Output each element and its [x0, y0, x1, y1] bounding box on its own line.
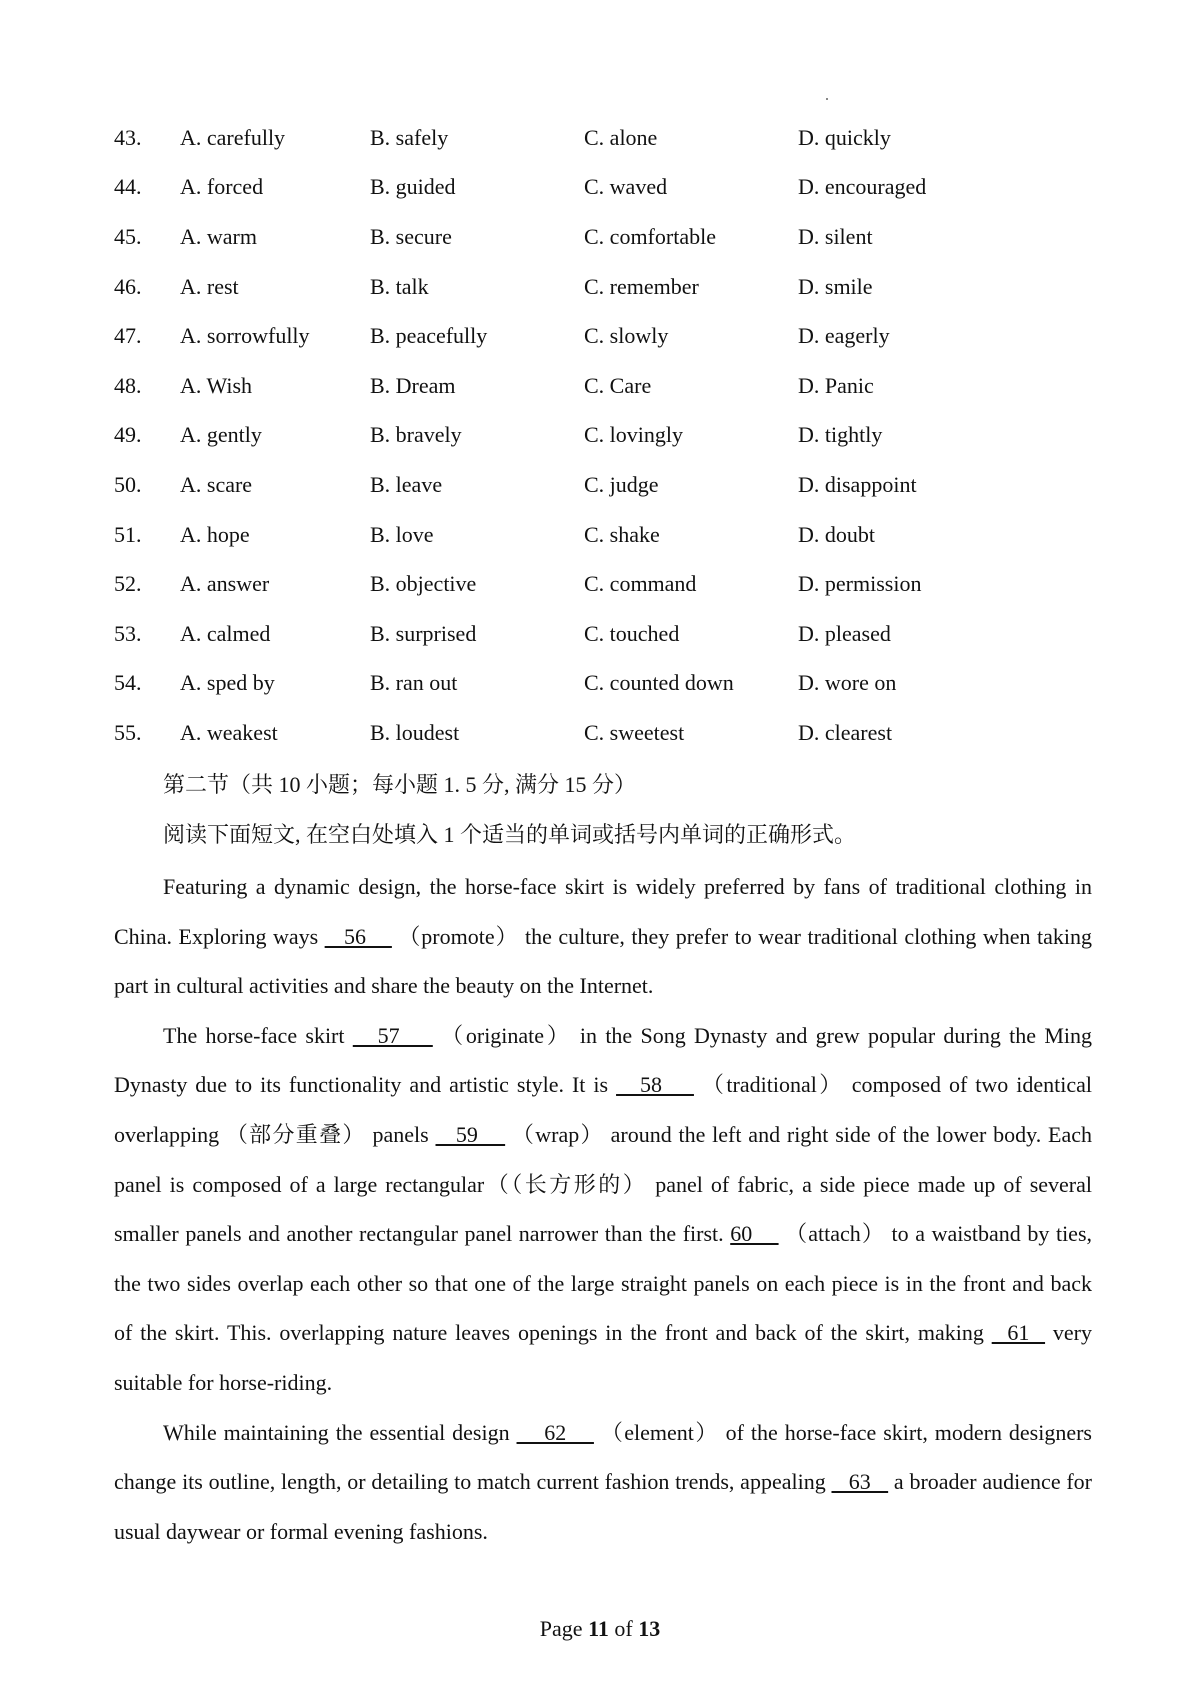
- answer-blank: 63: [831, 1469, 889, 1495]
- option-row: [114, 559, 1114, 609]
- option-c: C. counted down: [584, 670, 734, 696]
- option-b: B. objective: [370, 571, 477, 597]
- option-c: C. Care: [584, 372, 652, 398]
- option-d: D. silent: [798, 223, 873, 249]
- passage-paragraph: [114, 1011, 1092, 1408]
- option-a: A. rest: [180, 273, 239, 299]
- option-b: B. ran out: [370, 670, 458, 696]
- question-number: 43.: [114, 124, 142, 150]
- option-c: C. comfortable: [584, 223, 716, 249]
- option-row: [114, 262, 1114, 312]
- answer-blank: 59: [435, 1121, 506, 1147]
- option-b: B. Dream: [370, 372, 456, 398]
- option-d: D. quickly: [798, 124, 891, 150]
- passage-text: very suitable for horse-riding.: [114, 1320, 1092, 1395]
- option-d: D. eagerly: [798, 323, 890, 349]
- option-d: D. smile: [798, 273, 873, 299]
- option-row: [114, 460, 1114, 510]
- page-footer: [0, 1616, 1200, 1642]
- option-d: D. Panic: [798, 372, 874, 398]
- footer-middle: of: [608, 1616, 639, 1641]
- option-a: A. scare: [180, 471, 253, 497]
- option-c: C. sweetest: [584, 719, 685, 745]
- option-row: [114, 411, 1114, 461]
- option-a: A. sped by: [180, 670, 275, 696]
- reading-passage: [114, 862, 1092, 1556]
- option-row: [114, 609, 1114, 659]
- option-d: D. disappoint: [798, 471, 917, 497]
- option-d: D. wore on: [798, 670, 897, 696]
- passage-text: （wrap） around the left and right side of the lower body. Each panel is composed of a large rectangular（（长方形的） panel of fabric, a side piece made up of several smaller panels and another rectangular panel narrower than the first.: [114, 1121, 1092, 1247]
- option-c: C. alone: [584, 124, 658, 150]
- option-a: A. answer: [180, 571, 270, 597]
- option-c: C. waved: [584, 174, 668, 200]
- option-d: D. doubt: [798, 521, 875, 547]
- passage-text: （attach） to a waistband by ties, the two sides overlap each other so that one of the large straight panels on each piece is in the front and back of the skirt. This. overlapping nature leaves openings in the front and back of the skirt, making: [114, 1221, 1093, 1346]
- option-b: B. loudest: [370, 719, 460, 745]
- question-number: 52.: [114, 571, 142, 597]
- passage-text: （element） of the horse-face skirt, modern designers change its outline, length, or detailing to match current fashion trends, appealing: [114, 1419, 1092, 1495]
- option-row: [114, 113, 1114, 163]
- option-c: C. remember: [584, 273, 699, 299]
- total-page-count: 13: [638, 1616, 661, 1641]
- passage-text: The horse-face skirt: [163, 1022, 353, 1048]
- instruction-text: 阅读下面短文, 在空白处填入 1 个适当的单词或括号内单词的正确形式。: [163, 822, 857, 847]
- passage-text: （originate） in the Song Dynasty and grew popular during the Ming Dynasty due to its functionality and artistic style. It is: [114, 1022, 1092, 1098]
- answer-blank: 58: [616, 1072, 694, 1098]
- passage-text: While maintaining the essential design: [163, 1419, 517, 1445]
- option-c: C. lovingly: [584, 422, 684, 448]
- answer-options-table: [114, 113, 1114, 758]
- section-title: 第二节（共 10 小题；每小题 1. 5 分, 满分 15 分）: [163, 772, 637, 797]
- stray-mark: [826, 98, 828, 100]
- question-number: 47.: [114, 323, 142, 349]
- option-a: A. Wish: [180, 372, 253, 398]
- option-b: B. leave: [370, 471, 443, 497]
- question-number: 50.: [114, 471, 142, 497]
- answer-blank: 62: [516, 1419, 594, 1445]
- option-b: B. talk: [370, 273, 429, 299]
- question-number: 46.: [114, 273, 142, 299]
- option-a: A. carefully: [180, 124, 286, 150]
- option-b: B. safely: [370, 124, 449, 150]
- option-a: A. gently: [180, 422, 262, 448]
- option-b: B. love: [370, 521, 434, 547]
- option-c: C. judge: [584, 471, 659, 497]
- option-a: A. forced: [180, 174, 264, 200]
- option-row: [114, 163, 1114, 213]
- option-d: D. encouraged: [798, 174, 927, 200]
- option-c: C. slowly: [584, 323, 669, 349]
- answer-blank: 60: [730, 1221, 779, 1247]
- question-number: 53.: [114, 620, 142, 646]
- option-a: A. hope: [180, 521, 250, 547]
- option-c: C. command: [584, 571, 697, 597]
- option-row: [114, 311, 1114, 361]
- option-c: C. touched: [584, 620, 680, 646]
- passage-paragraph: [114, 862, 1092, 1011]
- current-page-number: 11: [588, 1616, 609, 1641]
- question-number: 54.: [114, 670, 142, 696]
- option-row: [114, 212, 1114, 262]
- option-c: C. shake: [584, 521, 660, 547]
- answer-blank: 61: [991, 1320, 1046, 1346]
- option-b: B. bravely: [370, 422, 462, 448]
- option-a: A. warm: [180, 223, 257, 249]
- option-b: B. surprised: [370, 620, 477, 646]
- option-row: [114, 659, 1114, 709]
- answer-blank: 57: [352, 1022, 433, 1048]
- passage-paragraph: [114, 1408, 1092, 1557]
- question-number: 49.: [114, 422, 142, 448]
- option-b: B. guided: [370, 174, 456, 200]
- option-a: A. weakest: [180, 719, 278, 745]
- option-d: D. tightly: [798, 422, 883, 448]
- question-number: 44.: [114, 174, 142, 200]
- passage-text: Featuring a dynamic design, the horse-face skirt is widely preferred by fans of traditional clothing in China. Exploring ways: [114, 874, 1092, 949]
- passage-text: a broader audience for usual daywear or formal evening fashions.: [114, 1469, 1093, 1544]
- question-number: 55.: [114, 719, 142, 745]
- option-b: B. peacefully: [370, 323, 488, 349]
- option-a: A. calmed: [180, 620, 271, 646]
- option-d: D. pleased: [798, 620, 891, 646]
- option-d: D. clearest: [798, 719, 893, 745]
- option-row: [114, 361, 1114, 411]
- footer-prefix: Page: [539, 1616, 589, 1641]
- option-row: [114, 510, 1114, 560]
- question-number: 51.: [114, 521, 142, 547]
- passage-text: （traditional） composed of two identical overlapping （部分重叠） panels: [114, 1072, 1092, 1147]
- option-d: D. permission: [798, 571, 922, 597]
- question-number: 45.: [114, 223, 142, 249]
- passage-text: （promote） the culture, they prefer to wear traditional clothing when taking part in cultural activities and share the beauty on the Internet.: [114, 923, 1092, 999]
- option-a: A. sorrowfully: [180, 323, 310, 349]
- answer-blank: 56: [324, 923, 392, 949]
- option-row: [114, 708, 1114, 758]
- question-number: 48.: [114, 372, 142, 398]
- option-b: B. secure: [370, 223, 452, 249]
